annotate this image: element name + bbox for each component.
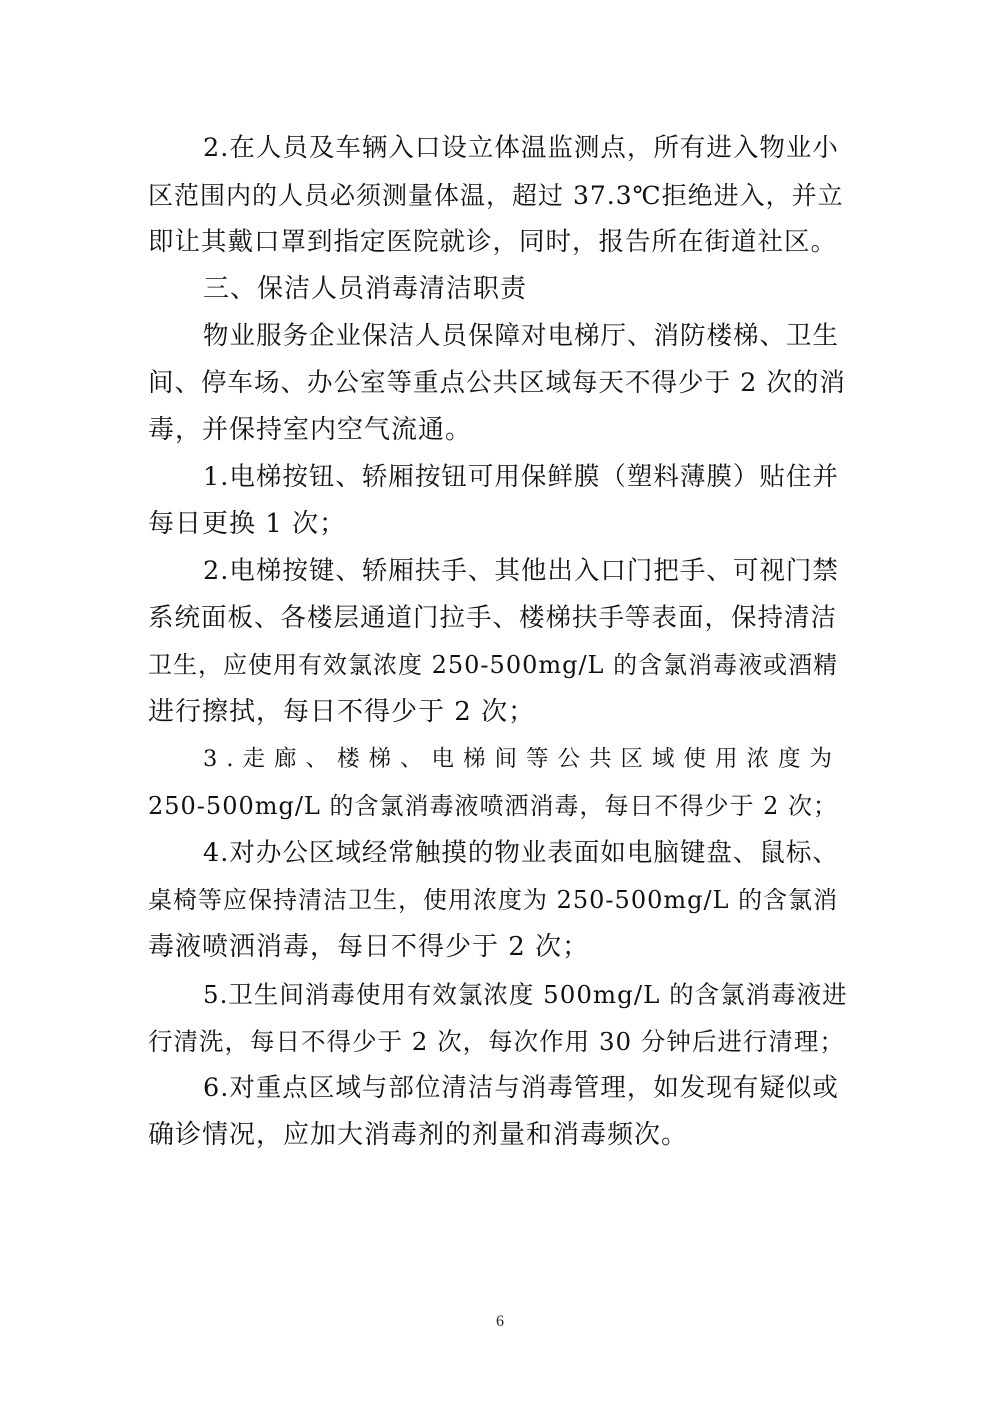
text-line: 即让其戴口罩到指定医院就诊，同时，报告所在街道社区。: [148, 227, 838, 257]
text-line: 系统面板、各楼层通道门拉手、楼梯扶手等表面，保持清洁: [148, 603, 838, 633]
text-line: 4.对办公区域经常触摸的物业表面如电脑键盘、鼠标、: [203, 838, 839, 868]
text-line: 2.在人员及车辆入口设立体温监测点，所有进入物业小: [203, 133, 839, 163]
document-body: [148, 125, 848, 1159]
text-line: 6.对重点区域与部位清洁与消毒管理，如发现有疑似或: [203, 1073, 839, 1103]
text-line: 5.卫生间消毒使用有效氯浓度 500mg/L 的含氯消毒液进: [203, 980, 848, 1009]
text-line: 2.电梯按键、轿厢扶手、其他出入口门把手、可视门禁: [203, 556, 839, 586]
text-line: 桌椅等应保持清洁卫生，使用浓度为 250-500mg/L 的含氯消: [148, 886, 839, 914]
text-line: 毒，并保持室内空气流通。: [148, 415, 473, 445]
text-line: 1.电梯按钮、轿厢按钮可用保鲜膜（塑料薄膜）贴住并: [203, 462, 839, 492]
section-heading: 三、保洁人员消毒清洁职责: [203, 274, 528, 304]
text-line: 区范围内的人员必须测量体温，超过 37.3℃拒绝进入，并立: [148, 181, 844, 210]
text-line: 进行擦拭，每日不得少于 2 次；: [148, 697, 536, 727]
text-line: 3.走廊、楼梯、电梯间等公共区域使用浓度为: [203, 746, 841, 772]
text-line: 行清洗，每日不得少于 2 次，每次作用 30 分钟后进行清理；: [148, 1027, 845, 1056]
page-number: 6: [496, 1313, 504, 1330]
text-line: 物业服务企业保洁人员保障对电梯厅、消防楼梯、卫生: [203, 321, 840, 351]
text-line: 250-500mg/L 的含氯消毒液喷洒消毒，每日不得少于 2 次；: [148, 792, 839, 820]
text-line: 卫生，应使用有效氯浓度 250-500mg/L 的含氯消毒液或酒精: [148, 651, 839, 679]
text-line: 间、停车场、办公室等重点公共区域每天不得少于 2 次的消: [148, 368, 846, 398]
text-line: 每日更换 1 次；: [148, 509, 347, 539]
text-line: 确诊情况，应加大消毒剂的剂量和消毒频次。: [148, 1120, 689, 1150]
text-line: 毒液喷洒消毒，每日不得少于 2 次；: [148, 932, 590, 962]
